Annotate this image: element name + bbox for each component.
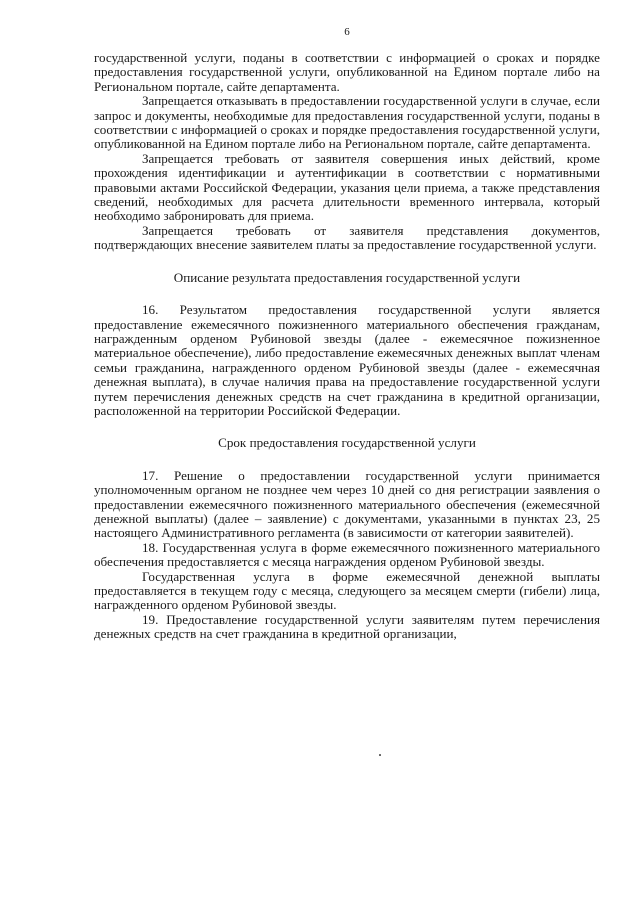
paragraph-19: 19. Предоставление государственной услуги заявителям путем перечисления денежных средств на счет гражданина в кредитной организации, <box>94 611 600 642</box>
document-body <box>94 51 600 642</box>
section-heading-result: Описание результата предоставления государственной услуги <box>173 269 521 285</box>
scan-speck <box>379 754 381 756</box>
paragraph-actions-prohibition: Запрещается требовать от заявителя совершения иных действий, кроме прохождения идентификации и аутентификации в соответствии с нормативными правовыми актами Российской Федерации, указания цели приема, а также представления сведений, необходимых для расчета длительности временного интервала, который необходимо забронировать для приема. <box>94 150 600 224</box>
paragraph-18-continuation: Государственная услуга в форме ежемесячной денежной выплаты предоставляется в текущем году с месяца, следующего за месяцем смерти (гибели) лица, награжденного орденом Рубиновой звезды. <box>94 568 600 613</box>
section-heading-term: Срок предоставления государственной услуги <box>218 435 476 451</box>
paragraph-16: 16. Результатом предоставления государственной услуги является предоставление ежемесячного пожизненного материального обеспечения гражданам, награжденным орденом Рубиновой звезды (далее - ежемесячное пожизненное материальное обеспечение), либо предоставление ежемесячных денежных выплат членам семьи гражданина, награжденного орденом Рубиновой звезды (далее - ежемесячная денежная выплата), в случае наличия права на предоставление государственной услуги путем перечисления денежных средств на счет гражданина в кредитной организации, расположенной на территории Российской Федерации. <box>94 302 600 418</box>
paragraph-continuation: государственной услуги, поданы в соответствии с информацией о сроках и порядке предоставления государственной услуги, опубликованной на Едином портале либо на Региональном портале, сайте департамента. <box>94 50 600 94</box>
paragraph-refusal-prohibition: Запрещается отказывать в предоставлении государственной услуги в случае, если запрос и документы, необходимые для предоставления государственной услуги, поданы в соответствии с информацией о сроках и порядке предоставления государственной услуги, опубликованной на Едином портале либо на Региональном портале, сайте департамента. <box>94 93 600 152</box>
paragraph-18: 18. Государственная услуга в форме ежемесячного пожизненного материального обеспечения предоставляется с месяца награждения орденом Рубиновой звезды. <box>94 539 600 570</box>
page-number: 6 <box>344 26 350 38</box>
paragraph-payment-prohibition: Запрещается требовать от заявителя представления документов, подтверждающих внесение заявителем платы за предоставление государственной услуги. <box>94 222 600 253</box>
paragraph-17: 17. Решение о предоставлении государственной услуги принимается уполномоченным органом не позднее чем через 10 дней со дня регистрации заявления о предоставлении ежемесячного пожизненного материального обеспечения (ежемесячной денежной выплаты) (далее – заявление) с документами, указанными в пунктах 23, 25 настоящего Административного регламента (в зависимости от категории заявителей). <box>94 467 600 541</box>
